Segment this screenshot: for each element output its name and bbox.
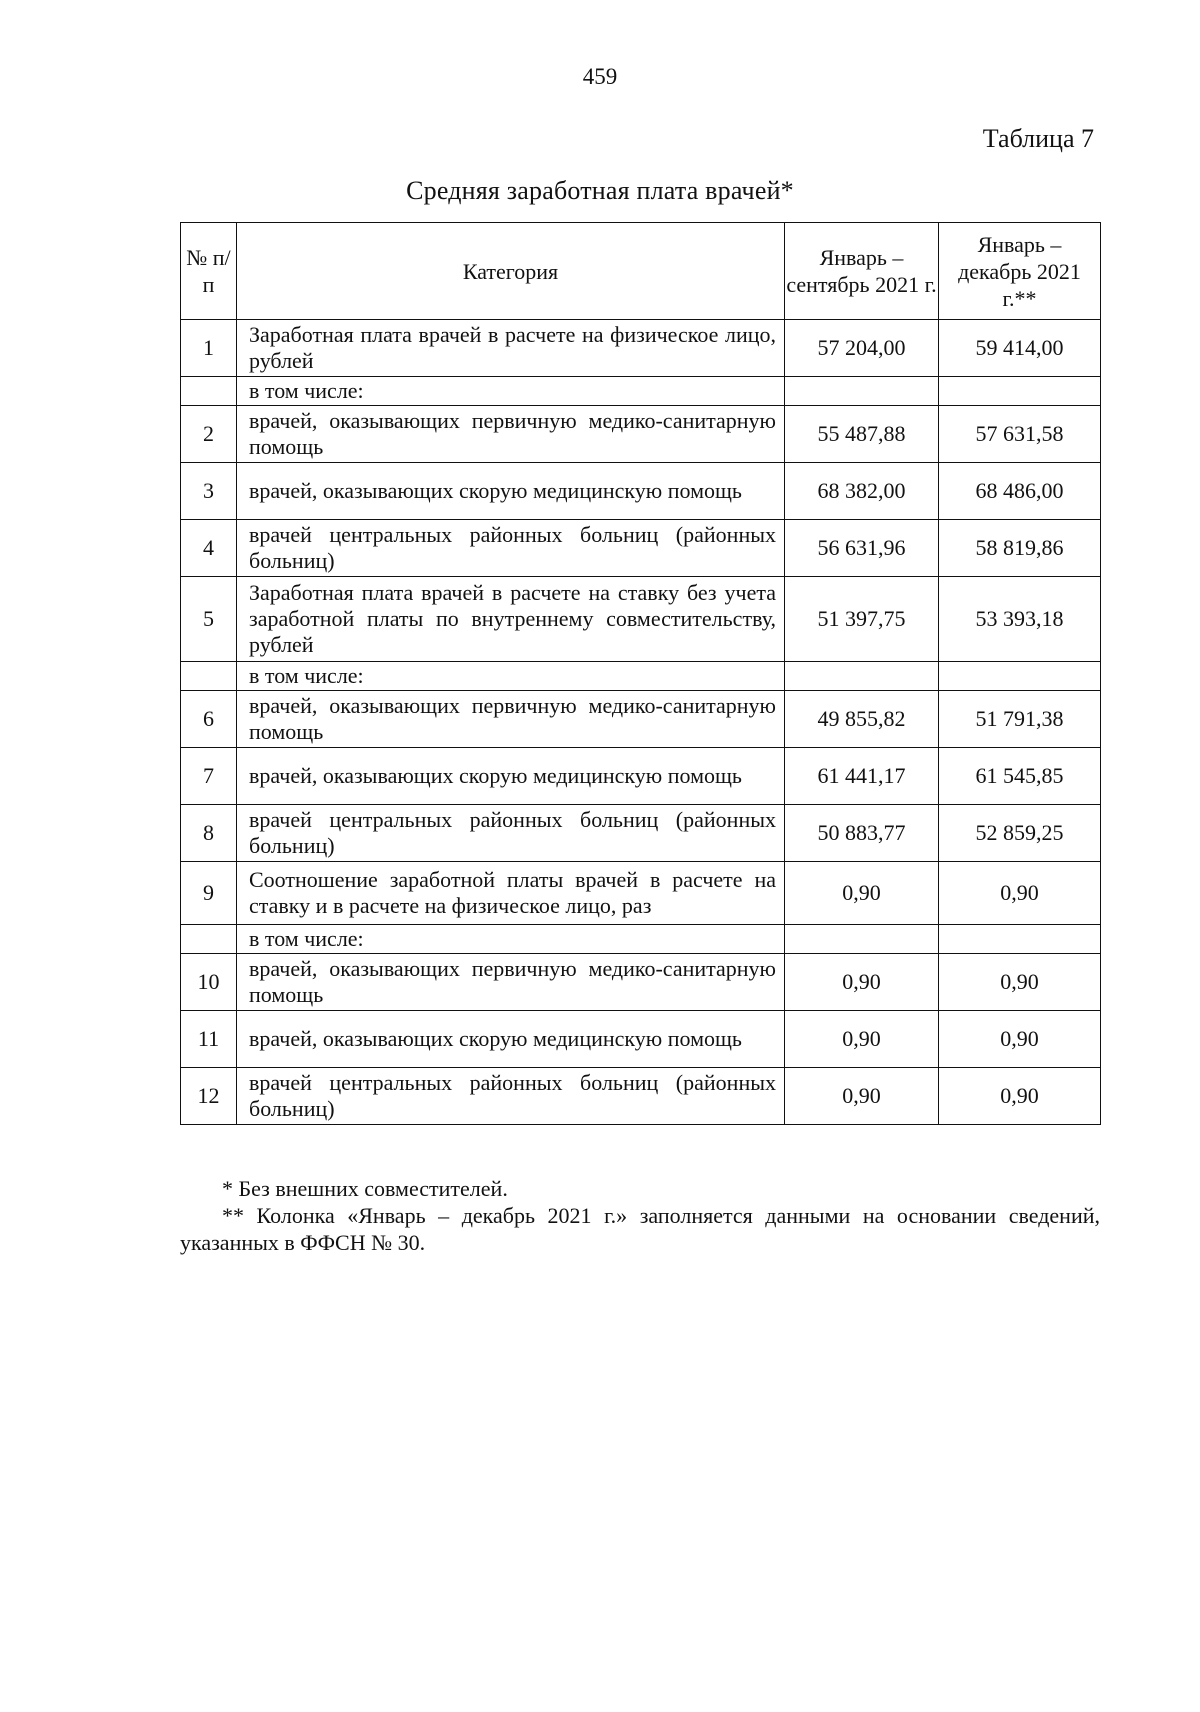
row-value-jan-sep: 68 382,00 xyxy=(785,463,939,520)
row-value-jan-sep: 0,90 xyxy=(785,862,939,925)
document-title: Средняя заработная плата врачей* xyxy=(406,176,794,205)
row-value-jan-sep: 57 204,00 xyxy=(785,320,939,377)
row-category: Заработная плата врачей в расчете на физическое лицо, рублей xyxy=(237,320,785,377)
row-category: в том числе: xyxy=(237,662,785,691)
table-header-row xyxy=(181,223,1101,320)
header-jan-dec-2021: Январь – декабрь 2021 г.** xyxy=(939,223,1101,320)
row-category: врачей, оказывающих первичную медико-санитарную помощь xyxy=(237,954,785,1011)
row-value-jan-dec xyxy=(939,662,1101,691)
footnotes xyxy=(180,1175,1100,1256)
row-number: 10 xyxy=(181,954,237,1011)
row-number: 9 xyxy=(181,862,237,925)
row-value-jan-sep: 61 441,17 xyxy=(785,748,939,805)
row-number xyxy=(181,662,237,691)
row-number: 3 xyxy=(181,463,237,520)
row-number xyxy=(181,925,237,954)
table-row xyxy=(181,320,1101,377)
table-row xyxy=(181,862,1101,925)
table-row xyxy=(181,691,1101,748)
row-value-jan-dec: 0,90 xyxy=(939,1011,1101,1068)
table-row xyxy=(181,805,1101,862)
header-number: № п/п xyxy=(181,223,237,320)
row-value-jan-dec: 52 859,25 xyxy=(939,805,1101,862)
page-number: 459 xyxy=(582,64,618,89)
row-value-jan-sep: 0,90 xyxy=(785,1068,939,1125)
row-value-jan-dec: 0,90 xyxy=(939,954,1101,1011)
row-category: в том числе: xyxy=(237,925,785,954)
row-value-jan-sep: 55 487,88 xyxy=(785,406,939,463)
header-jan-sep-2021: Январь – сентябрь 2021 г. xyxy=(785,223,939,320)
row-category: врачей центральных районных больниц (районных больниц) xyxy=(237,805,785,862)
row-value-jan-dec: 61 545,85 xyxy=(939,748,1101,805)
row-category: Заработная плата врачей в расчете на ставку без учета заработной платы по внутреннему совместительству, рублей xyxy=(237,577,785,662)
row-number: 6 xyxy=(181,691,237,748)
row-number: 2 xyxy=(181,406,237,463)
row-number: 1 xyxy=(181,320,237,377)
row-number: 12 xyxy=(181,1068,237,1125)
row-category: Соотношение заработной платы врачей в расчете на ставку и в расчете на физическое лицо, раз xyxy=(237,862,785,925)
table-row xyxy=(181,520,1101,577)
table-row xyxy=(181,1011,1101,1068)
table-row xyxy=(181,662,1101,691)
row-number xyxy=(181,377,237,406)
row-value-jan-dec: 59 414,00 xyxy=(939,320,1101,377)
row-number: 4 xyxy=(181,520,237,577)
row-number: 11 xyxy=(181,1011,237,1068)
table-label: Таблица 7 xyxy=(982,124,1094,153)
row-value-jan-dec: 51 791,38 xyxy=(939,691,1101,748)
row-value-jan-sep: 49 855,82 xyxy=(785,691,939,748)
table-row xyxy=(181,925,1101,954)
row-value-jan-sep: 0,90 xyxy=(785,1011,939,1068)
row-value-jan-sep: 51 397,75 xyxy=(785,577,939,662)
row-value-jan-dec: 0,90 xyxy=(939,862,1101,925)
row-value-jan-sep: 50 883,77 xyxy=(785,805,939,862)
row-category: врачей, оказывающих первичную медико-санитарную помощь xyxy=(237,406,785,463)
table-row xyxy=(181,954,1101,1011)
row-value-jan-sep xyxy=(785,662,939,691)
table-row xyxy=(181,577,1101,662)
row-value-jan-dec: 57 631,58 xyxy=(939,406,1101,463)
row-value-jan-dec: 58 819,86 xyxy=(939,520,1101,577)
footnote-external-part-timers: * Без внешних совместителей. xyxy=(222,1176,508,1201)
table-row xyxy=(181,748,1101,805)
row-number: 5 xyxy=(181,577,237,662)
salary-table xyxy=(180,222,1101,1125)
row-category: врачей центральных районных больниц (районных больниц) xyxy=(237,520,785,577)
row-value-jan-sep xyxy=(785,925,939,954)
header-category: Категория xyxy=(237,223,785,320)
row-category: в том числе: xyxy=(237,377,785,406)
row-number: 7 xyxy=(181,748,237,805)
table-row xyxy=(181,406,1101,463)
footnote-column-source: ** Колонка «Январь – декабрь 2021 г.» заполняется данными на основании сведений, указанных в ФФСН № 30. xyxy=(180,1203,1100,1255)
row-value-jan-sep xyxy=(785,377,939,406)
row-category: врачей, оказывающих скорую медицинскую помощь xyxy=(237,748,785,805)
table-row xyxy=(181,463,1101,520)
row-value-jan-dec: 0,90 xyxy=(939,1068,1101,1125)
row-value-jan-sep: 56 631,96 xyxy=(785,520,939,577)
table-row xyxy=(181,377,1101,406)
row-value-jan-dec xyxy=(939,925,1101,954)
row-category: врачей, оказывающих скорую медицинскую помощь xyxy=(237,463,785,520)
row-number: 8 xyxy=(181,805,237,862)
row-value-jan-dec: 68 486,00 xyxy=(939,463,1101,520)
row-category: врачей, оказывающих скорую медицинскую помощь xyxy=(237,1011,785,1068)
row-category: врачей центральных районных больниц (районных больниц) xyxy=(237,1068,785,1125)
table-row xyxy=(181,1068,1101,1125)
row-category: врачей, оказывающих первичную медико-санитарную помощь xyxy=(237,691,785,748)
row-value-jan-dec xyxy=(939,377,1101,406)
row-value-jan-sep: 0,90 xyxy=(785,954,939,1011)
row-value-jan-dec: 53 393,18 xyxy=(939,577,1101,662)
